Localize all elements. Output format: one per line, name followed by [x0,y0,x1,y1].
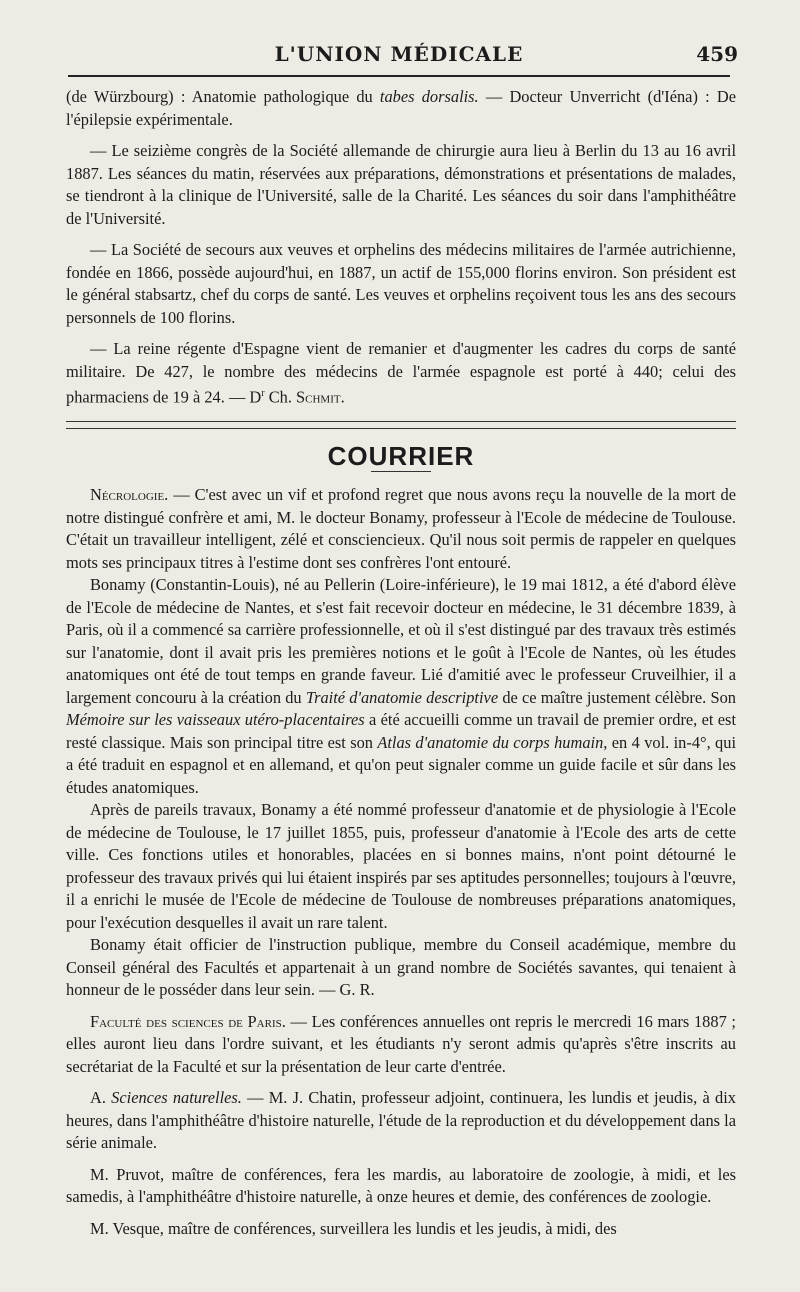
paragraph-congres-chirurgie: — Le seizième congrès de la Société allemande de chirurgie aura lieu à Berlin du 13 au 16 avril 1887. Les séances du matin, réservées aux préparations, démonstrations et présentations de malades, se tiendront à la clinique de l'Université, salle de la Charité. Les séances du soir dans l'amphithéâtre de l'Université. [66,141,736,228]
paragraph-sciences-naturelles: A. Sciences naturelles. — M. J. Chatin, professeur adjoint, continuera, les lundis et jeudis, à dix heures, dans l'amphithéâtre d'histoire naturelle, l'étude de la reproduction et du développement dans la série animale. [66,1088,736,1153]
paragraph-bonamy-professeur: Après de pareils travaux, Bonamy a été nommé professeur d'anatomie et de physiologie à l'Ecole de médecine de Toulouse, le 17 juillet 1855, puis, professeur d'anatomie à l'Ecole des arts de cette ville. Ces fonctions utiles et honorables, placées en si bonnes mains, n'ont point détourné le professeur des travaux privés qui lui étaient inspirés par ses aptitudes personnelles; toujours à l'œuvre, il a enrichi le musée de l'Ecole de médecine de Toulouse de nombreuses préparations anatomiques, pour l'exécution desquelles il avait un rare talent. [66,800,736,932]
page-body [66,86,736,1240]
section-separator [66,421,736,429]
page-header [60,38,738,68]
paragraph-bonamy-bio: Bonamy (Constantin-Louis), né au Pellerin (Loire-inférieure), le 19 mai 1812, a été d'abord élève de l'Ecole de médecine de Nantes, et s'est fait recevoir docteur en médecine, le 31 décembre 1839, à Paris, où il a commencé sa carrière professionnelle, et où il s'est distingué par des travaux très estimés sur l'anatomie, dont il avait pris les premières notions et le goût à l'Ecole de Nantes, où les études anatomiques ont été de tout temps en grande faveur. Lié d'amitié avec le professeur Cruveilhier, il a largement concouru à la création du Traité d'anatomie descriptive de ce maître justement célèbre. Son Mémoire sur les vaisseaux utéro-placentaires a été accueilli comme un travail de premier ordre, et est resté classique. Mais son principal titre est son Atlas d'anatomie du corps humain, en 4 vol. in-4°, qui a été traduit en espagnol et en allemand, et qu'on peut signaler comme un guide facile et sûr dans les études anatomiques. [66,575,736,797]
paragraph-bonamy-officier: Bonamy était officier de l'instruction publique, membre du Conseil académique, membre du Conseil général des Facultés et appartenait à un grand nombre de Sociétés savantes, qui tenaient à honneur de le posséder dans leur sein. — G. R. [66,935,736,1000]
paragraph-necrologie: Nécrologie. — C'est avec un vif et profond regret que nous avons reçu la nouvelle de la mort de notre distingué confrère et ami, M. le docteur Bonamy, professeur à l'Ecole de médecine de Toulouse. C'était un travailleur intelligent, zélé et consciencieux. Qu'il nous soit permis de rappeler en quelques mots ses principaux titres à l'estime dont ses confrères l'ont entouré. [66,485,736,572]
header-rule [68,75,730,77]
running-title: L'UNION MÉDICALE [274,42,524,66]
section-title-courrier: COURRIER [327,440,475,471]
paragraph-societe-secours: — La Société de secours aux veuves et orphelins des médecins militaires de l'armée autrichienne, fondée en 1866, possède aujourd'hui, en 1887, un actif de 155,000 florins environ. Son président est le général stabsartz, chef du corps de santé. Les veuves et orphelins reçoivent tous les ans des secours personnels de 100 florins. [66,240,736,327]
title-underline [371,471,431,472]
paragraph-reine-espagne: — La reine régente d'Espagne vient de remanier et d'augmenter les cadres du corps de santé militaire. De 427, le nombre des médecins de l'armée espagnole est porté à 440; celui des pharmaciens de 19 à 24. — $D^r$ Ch. Schmit. [66,339,736,407]
paragraph-faculte-sciences: Faculté des sciences de Paris. — Les conférences annuelles ont repris le mercredi 16 mars 1887 ; elles auront lieu dans l'ordre suivant, et les étudiants n'y seront admis qu'après s'être inscrits au secrétariat de la Faculté et sur la présentation de leur carte d'entrée. [66,1011,736,1076]
paragraph-vesque: M. Vesque, maître de conférences, surveillera les lundis et les jeudis, à midi, des [90,1218,617,1238]
page-number: 459 [696,42,738,66]
paragraph-pruvot: M. Pruvot, maître de conférences, fera les mardis, au laboratoire de zoologie, à midi, et les samedis, à l'amphithéâtre d'histoire naturelle, à onze heures et demie, des conférences de zoologie. [66,1164,736,1207]
paragraph-wurzbourg: (de Würzbourg) : Anatomie pathologique du tabes dorsalis. — Docteur Unverricht (d'Iéna) : De l'épilepsie expérimentale. [66,87,736,129]
